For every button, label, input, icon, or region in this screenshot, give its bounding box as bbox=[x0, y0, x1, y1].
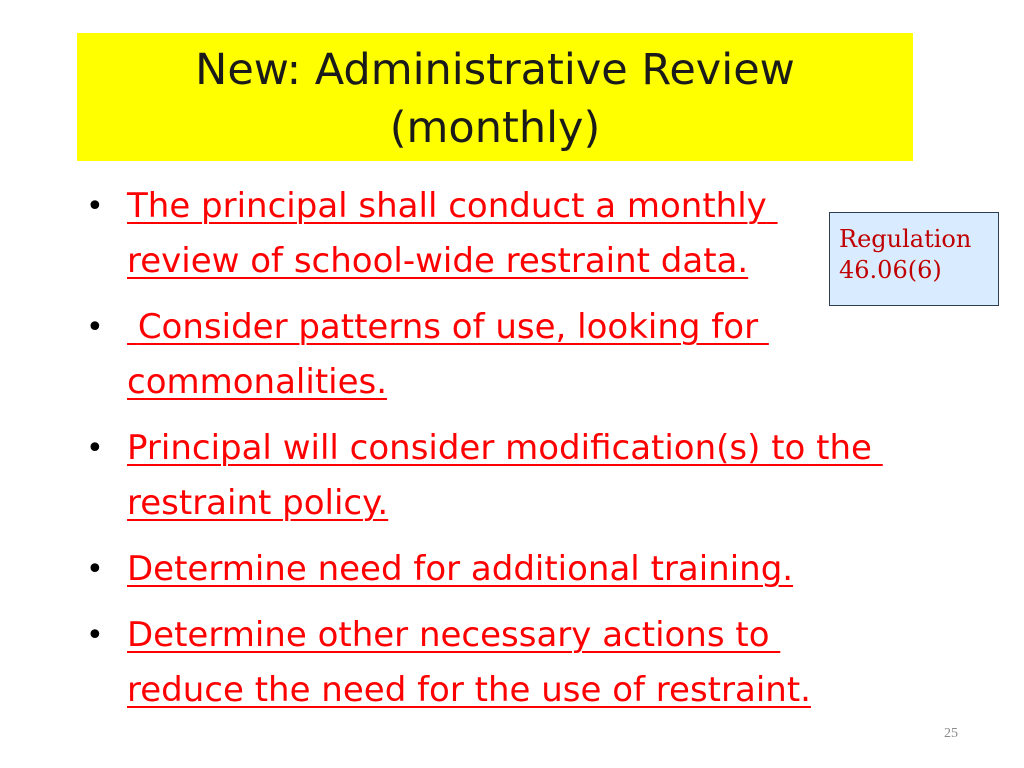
slide-title: New: Administrative Review (monthly) bbox=[195, 44, 795, 153]
regulation-label: Regulation bbox=[839, 225, 972, 253]
bullet-text: Consider patterns of use, looking for commonalities. bbox=[127, 307, 769, 402]
bullet-text: Principal will consider modification(s) to the restraint policy. bbox=[127, 428, 883, 523]
page-number: 25 bbox=[944, 726, 958, 741]
regulation-callout bbox=[829, 212, 999, 306]
bullet-item bbox=[86, 421, 886, 531]
title-banner bbox=[77, 33, 913, 161]
bullet-item bbox=[86, 300, 886, 410]
bullet-item bbox=[86, 608, 886, 718]
bullet-text: Determine need for additional training. bbox=[127, 549, 794, 589]
bullet-text: Determine other necessary actions to reduce the need for the use of restraint. bbox=[127, 615, 811, 710]
bullet-item bbox=[86, 542, 886, 597]
bullet-text: The principal shall conduct a monthly review of school-wide restraint data. bbox=[127, 186, 778, 281]
bullet-dot-icon: • bbox=[86, 431, 104, 466]
bullet-list bbox=[86, 179, 886, 729]
bullet-dot-icon: • bbox=[86, 618, 104, 653]
bullet-dot-icon: • bbox=[86, 552, 104, 587]
regulation-number: 46.06(6) bbox=[839, 256, 942, 284]
bullet-dot-icon: • bbox=[86, 310, 104, 345]
bullet-dot-icon: • bbox=[86, 189, 104, 224]
bullet-item bbox=[86, 179, 886, 289]
